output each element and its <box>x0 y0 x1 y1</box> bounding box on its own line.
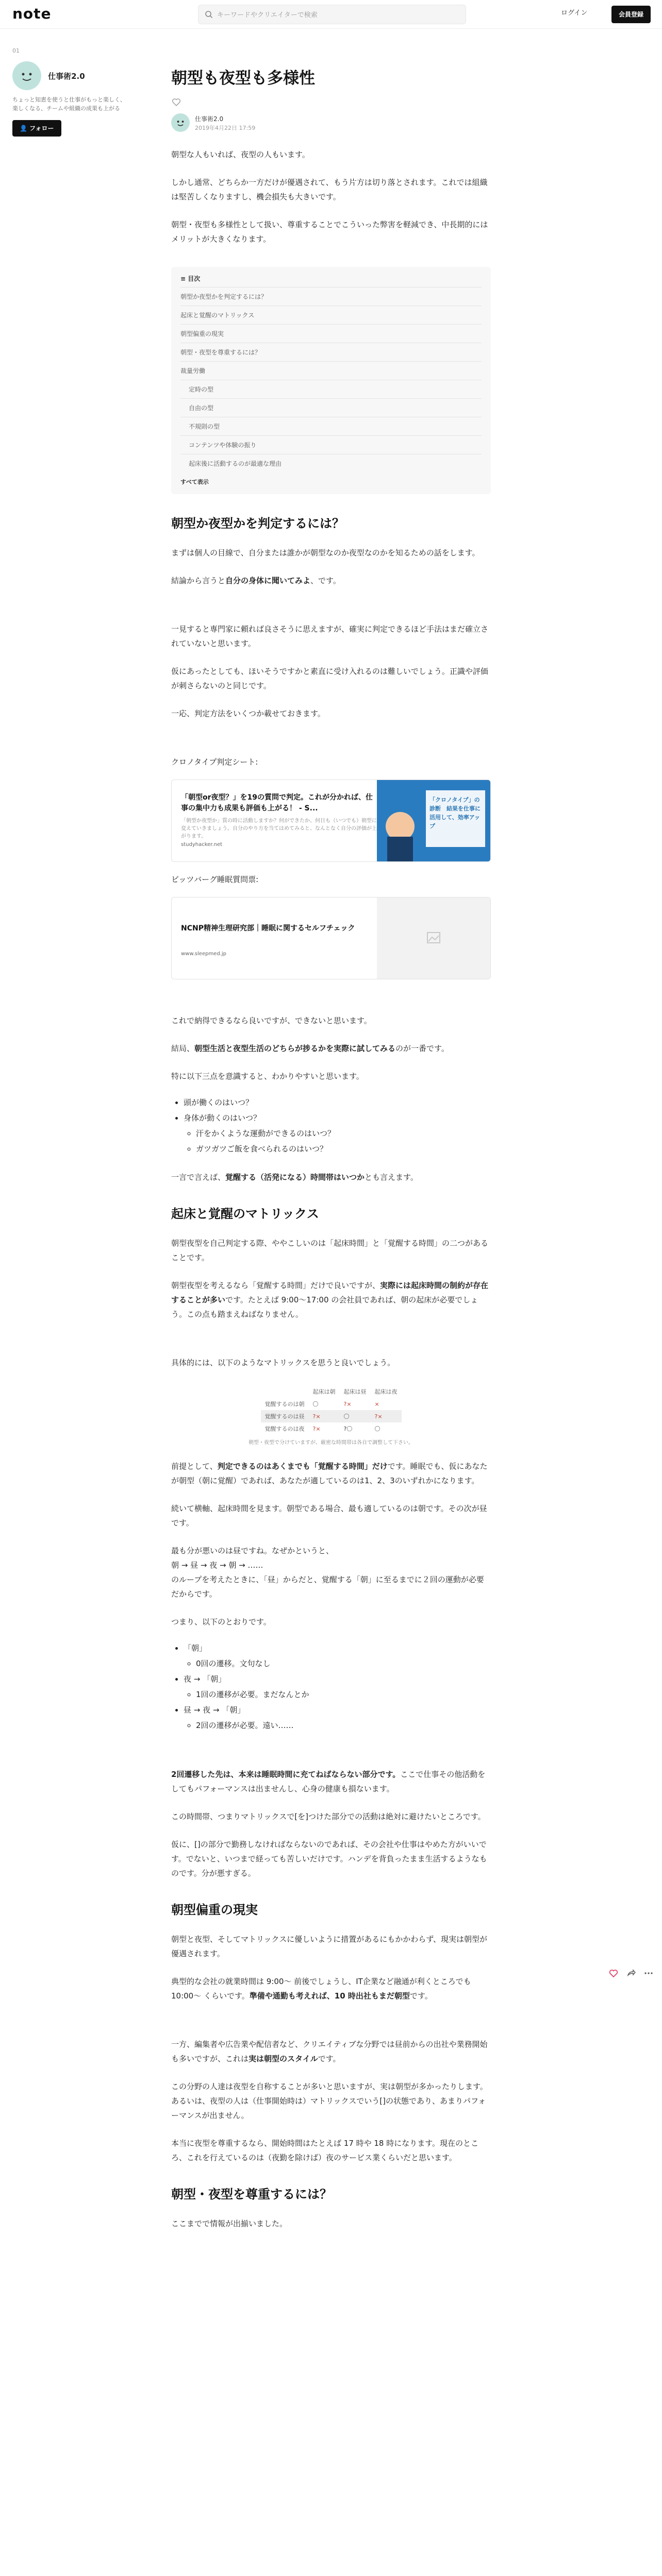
author-avatar[interactable] <box>171 113 190 132</box>
link-card-sleep[interactable] <box>171 897 491 979</box>
sidebar-crumb: 01 <box>12 47 20 54</box>
section-heading: 朝型・夜型を尊重するには？ <box>171 2187 332 2201</box>
paragraph: ここまでで情報が出揃いました。 <box>171 2219 288 2228</box>
toc-item[interactable]: コンテンツや体験の振り <box>180 435 482 454</box>
paragraph: 典型的な会社の就業時間は 9:00〜 前後でしょうし、IT企業など融通が利くところでも 10:00〜 くらいです。準備や通勤も考えれば、10 時出社もまだ朝型です。 <box>171 1977 471 2001</box>
bullet-list <box>171 1640 491 1733</box>
link-card-title[interactable]: NCNP精神生理研究部｜睡眠に関するセルフチェック <box>181 924 355 933</box>
matrix-col-header: 起床は夜 <box>374 1388 398 1395</box>
paragraph: つまり、以下のとおりです。 <box>171 1617 271 1626</box>
toc-item[interactable]: 自由の型 <box>180 398 482 417</box>
intro-paragraph: 朝型・夜型も多様性として扱い、尊重することでこういった弊害を軽減でき、中長期的にはメリットが大きくなります。 <box>171 220 488 244</box>
list-icon: ≡ <box>180 275 188 282</box>
matrix-row-header: 覚醒するのは夜 <box>264 1426 305 1432</box>
matrix-cell: 〇 <box>340 1410 371 1422</box>
image-placeholder-icon <box>377 897 490 979</box>
toc-item[interactable]: 定時の型 <box>180 380 482 398</box>
search-icon <box>205 10 213 19</box>
paragraph: 前提として、判定できるのはあくまでも「覚醒する時間」だけです。睡眠でも、仮にあなたが朝型（朝に覚醒）であれば、あなたが適しているのは1、2、3のいずれかになります。 <box>171 1462 488 1485</box>
paragraph: 仮にあったとしても、ほいそうですかと素直に受け入れるのは難しいでしょう。正識や評価が刺さらないのと同じです。 <box>171 667 488 690</box>
toc-item[interactable]: 朝型か夜型かを判定するには？ <box>180 287 482 306</box>
paragraph: 朝型夜型を自己判定する際、ややこしいのは「起床時間」と「覚醒する時間」の二つがあることです。 <box>171 1239 489 1262</box>
author-name[interactable]: 仕事術2.0 <box>195 115 224 123</box>
link-card-thumbnail <box>377 780 490 862</box>
matrix-row <box>261 1398 402 1410</box>
matrix-row-header: 覚醒するのは朝 <box>264 1401 305 1408</box>
avatar-face-icon <box>12 61 41 90</box>
paragraph: まずは個人の目線で、自分または誰かが朝型なのか夜型なのかを知るための話をします。 <box>171 548 480 557</box>
creator-name[interactable]: 仕事術2.0 <box>48 71 85 81</box>
follow-label: フォロー <box>29 125 54 132</box>
article-body <box>171 147 491 2231</box>
paragraph: 具体的には、以下のようなマトリックスを思うと良いでしょう。 <box>171 1358 395 1367</box>
article <box>171 67 491 2231</box>
signup-button[interactable]: 会員登録 <box>611 6 651 23</box>
follow-button[interactable] <box>12 120 61 137</box>
paragraph: 続いて横軸、起床時間を見ます。朝型である場合、最も適しているのは朝です。その次が昼です。 <box>171 1504 487 1528</box>
paragraph: 一言で言えば、覚醒する（活発になる）時間帯はいつかとも言えます。 <box>171 1173 418 1182</box>
creator-bio: ちょっと知恵を使うと仕事がもっと楽しく、楽しくなる、チームや組織の成果も上がる <box>12 96 126 112</box>
list-item: ◦ 1回の遷移が必要。まだなんとか <box>196 1687 491 1702</box>
toc-item[interactable]: 裁量労働 <box>180 361 482 380</box>
paragraph: 本当に夜型を尊重するなら、開始時間はたとえば 17 時や 18 時になります。現在のところ、これを行えているのは（夜勤を除けば）夜のサービス業くらいだと思います。 <box>171 2139 479 2162</box>
list-item: ◦ 汗をかくような運動ができるのはいつ？ <box>196 1126 491 1141</box>
list-item: ◦ 0回の遷移。文句なし <box>196 1656 491 1671</box>
more-options-icon[interactable] <box>643 1968 654 1978</box>
floating-action-bar <box>608 1968 655 1978</box>
creator-sidebar <box>12 47 126 137</box>
paragraph: この時間帯、つまりマトリックスで[を]つけた部分での活動は絶対に避けたいところです。 <box>171 1812 486 1821</box>
like-heart-icon[interactable] <box>171 97 181 107</box>
list-item: • 身体が動くのはいつ？ <box>184 1110 491 1126</box>
avatar-face-icon <box>171 113 190 132</box>
paragraph: 朝型夜型を考えるなら「覚醒する時間」だけで良いですが、実際には起床時間の制約が存在することが多いです。たとえば 9:00〜17:00 の会社員であれば、朝の起床が必要でしょう。この点も踏まえねばなりません。 <box>171 1281 489 1319</box>
link-card-url: studyhacker.net <box>181 842 223 848</box>
paragraph: これで納得できるなら良いですが、できないと思います。 <box>171 1016 372 1025</box>
list-item: • 夜 → 「朝」 <box>184 1671 491 1687</box>
paragraph: 朝型と夜型、そしてマトリックスに優しいように措置があるにもかかわらず、現実は朝型が優遇されます。 <box>171 1935 488 1958</box>
matrix-row <box>261 1410 402 1422</box>
search-input[interactable] <box>217 10 454 20</box>
list-item: ◦ ガツガツご飯を食べられるのはいつ？ <box>196 1141 491 1157</box>
matrix-cell: ?× <box>312 1425 321 1432</box>
matrix-col-header: 起床は昼 <box>343 1388 367 1395</box>
share-icon[interactable] <box>626 1968 636 1978</box>
search-box[interactable] <box>198 5 466 24</box>
publish-date: 2019年4月22日 17:59 <box>195 125 256 131</box>
paragraph: 一方、編集者や広告業や配信者など、クリエイティブな分野では昼前からの出社や業務開始も多いですが、これは実は朝型のスタイルです。 <box>171 2040 488 2063</box>
paragraph: この分野の人達は夜型を自称することが多いと思いますが、実は朝型が多かったりします。あるいは、夜型の人は（仕事開始時は）マトリックスでいう[]の状態であり、あまりパフォーマンスが出ません。 <box>171 2082 488 2120</box>
section-heading: 朝型か夜型かを判定するには？ <box>171 516 344 531</box>
link-card-description: 「朝型か夜型か」質の時に活動しますか？何ができたか、何日も（いつでも）朝型に変えていきましょう。自分のやり方を当てはめてみると、なんとなく自分の評価が上がります。 <box>181 818 377 839</box>
paragraph: 一応、判定方法をいくつか載せておきます。 <box>171 709 325 718</box>
matrix-cell: ?〇 <box>343 1426 353 1432</box>
toc-item[interactable]: 起床後に活動するのが最適な理由 <box>180 454 482 472</box>
paragraph: 一見すると専門家に頼れば良さそうに思えますが、確実に判定できるほど手法はまだ確立されていないと思います。 <box>171 624 489 648</box>
link-card-title[interactable]: 「朝型or夜型？」を19の質問で判定。これが分かれば、仕事の集中力も成果も評価も上がる！ - S... <box>181 793 373 812</box>
link-card-url: www.sleepmed.jp <box>181 951 226 957</box>
link-card-chronotype[interactable] <box>171 779 491 862</box>
matrix-caption: 朝型・夜型で分けていますが、厳密な時間帯は各自で調整して下さい。 <box>249 1440 413 1446</box>
paragraph: 結論から言うと自分の身体に聞いてみよ、です。 <box>171 576 341 585</box>
article-title: 朝型も夜型も多様性 <box>171 69 315 88</box>
article-author[interactable] <box>171 113 491 134</box>
matrix-row <box>261 1422 402 1435</box>
paragraph: 2回遷移した先は、本来は睡眠時間に充てねばならない部分です。ここで仕事その他活動をしてもパフォーマンスは出ませんし、心身の健康も損ないます。 <box>171 1770 486 1793</box>
creator-avatar[interactable] <box>12 61 41 90</box>
matrix-cell: ?× <box>343 1400 352 1408</box>
thumbnail-caption: 「クロノタイプ」の診断 結果を仕事に活用して、効率アップ <box>429 796 481 829</box>
matrix-corner <box>261 1385 309 1398</box>
section-heading: 朝型偏重の現実 <box>171 1903 258 1917</box>
intro-paragraph: 朝型な人もいれば、夜型の人もいます。 <box>171 150 310 159</box>
list-item: • 昼 → 夜 → 「朝」 <box>184 1702 491 1718</box>
toc-item[interactable]: 不規則の型 <box>180 417 482 435</box>
toc-item[interactable]: 起床と覚醒のマトリックス <box>180 306 482 324</box>
matrix-cell: ?× <box>371 1410 402 1422</box>
toc-item[interactable]: 朝型偏重の現実 <box>180 324 482 343</box>
list-item: ◦ 2回の遷移が必要。遠い…… <box>196 1718 491 1733</box>
matrix-cell: 〇 <box>374 1426 380 1432</box>
matrix-cell: ?× <box>309 1410 340 1422</box>
paragraph: 特に以下三点を意識すると、わかりやすいと思います。 <box>171 1072 364 1081</box>
table-of-contents <box>171 267 491 494</box>
matrix-row-header: 覚醒するのは昼 <box>261 1410 309 1422</box>
list-item: • 頭が働くのはいつ？ <box>184 1095 491 1110</box>
list-item: • 「朝」 <box>184 1640 491 1656</box>
matrix-col-header: 起床は朝 <box>312 1388 336 1395</box>
site-header <box>0 0 662 29</box>
bullet-list <box>171 1095 491 1157</box>
paragraph: 最も分が悪いのは昼ですね。なぜかというと、 朝 → 昼 → 夜 → 朝 → …… のループを考えたときに、「昼」からだと、覚醒する「朝」に至るまでに２回の運動が必要だからです。 <box>171 1546 484 1599</box>
user-plus-icon: 👤 <box>20 125 30 132</box>
note-logo[interactable]: note <box>12 5 52 22</box>
login-link[interactable]: ログイン <box>561 9 588 17</box>
toc-heading: ≡ 目次 <box>180 275 201 282</box>
toc-item[interactable]: 朝型・夜型を尊重するには？ <box>180 343 482 361</box>
link-card-thumbnail <box>377 897 490 979</box>
matrix-cell: × <box>374 1400 379 1408</box>
matrix-cell: 〇 <box>312 1401 319 1408</box>
like-heart-icon[interactable] <box>608 1968 619 1978</box>
paragraph: 仮に、[]の部分で勤務しなければならないのであれば、その会社や仕事はやめた方がいいです。でないと、いつまで経っても苦しいだけです。ハンデを背負ったまま生活するようなものです。分が悪すぎる。 <box>171 1840 487 1878</box>
wake-awake-matrix <box>261 1385 402 1435</box>
link-label: クロノタイプ判定シート: <box>171 757 258 767</box>
link-label: ビッツバーグ睡眠質問票: <box>171 875 259 884</box>
toc-show-all-button[interactable]: すべて表示 <box>180 479 209 485</box>
section-heading: 起床と覚醒のマトリックス <box>171 1207 319 1221</box>
paragraph: 結局、朝型生活と夜型生活のどちらが捗るかを実際に試してみるのが一番です。 <box>171 1044 449 1053</box>
intro-paragraph: しかし通常、どちらか一方だけが優遇されて、もう片方は切り落とされます。これでは組織は堅苦しくなりますし、機会損失も大きいです。 <box>171 178 488 201</box>
